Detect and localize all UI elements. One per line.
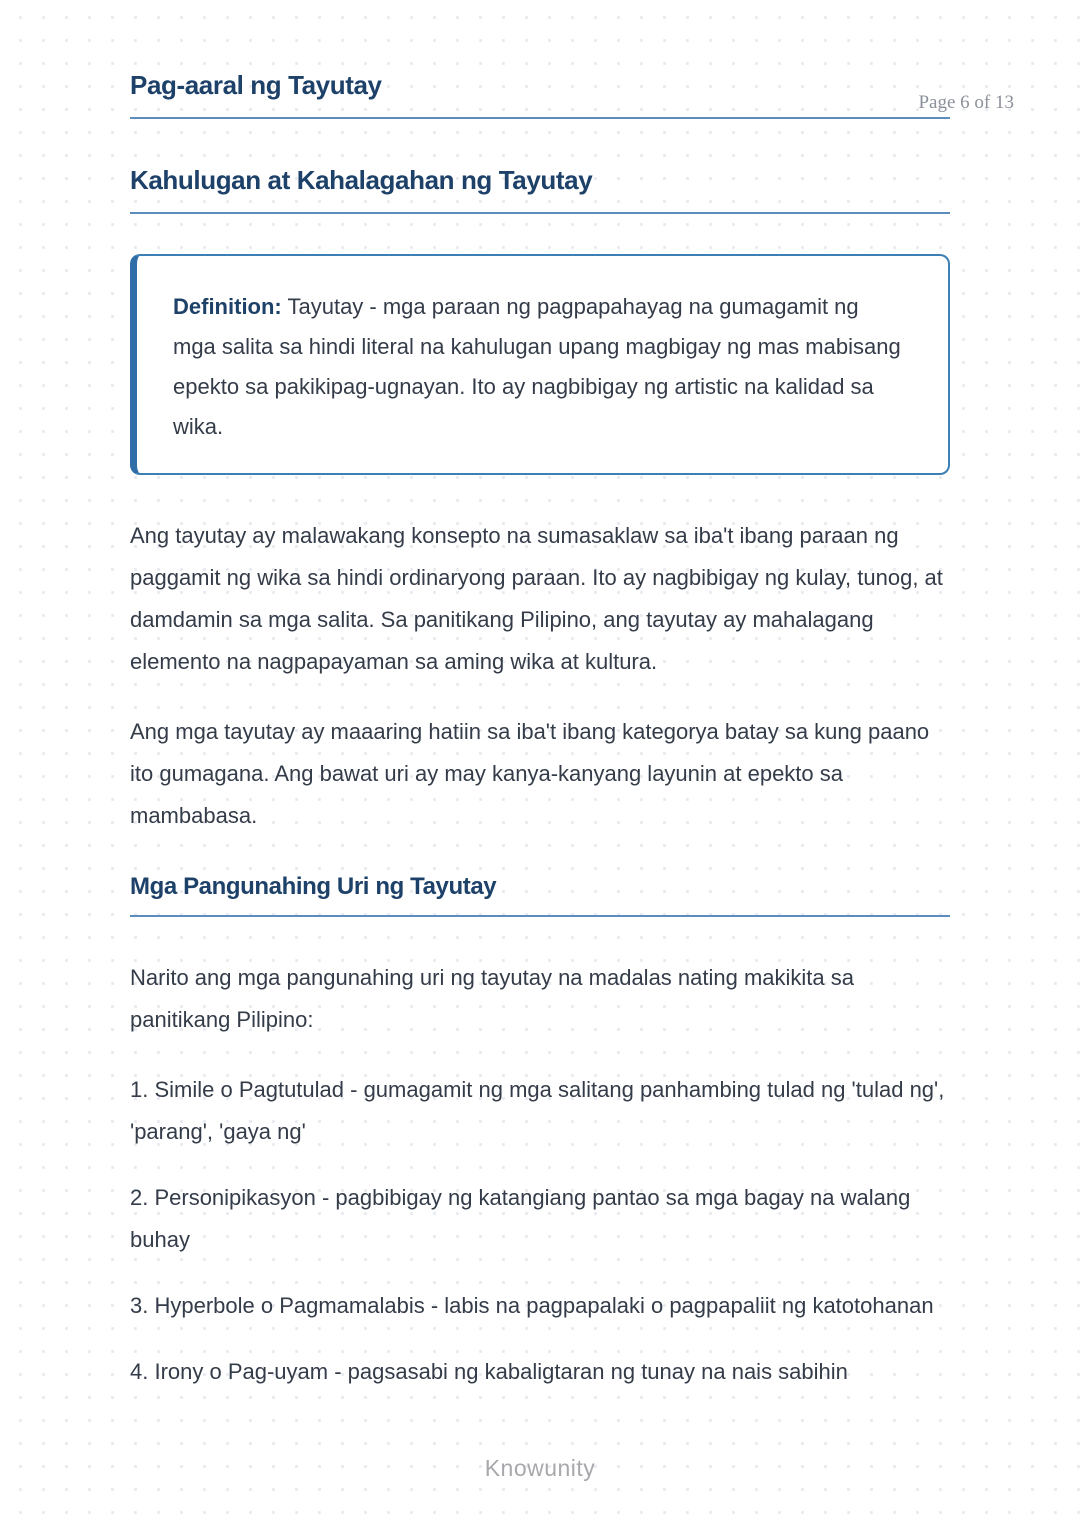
- definition-paragraph: [173, 287, 906, 447]
- section-heading-uri: Mga Pangunahing Uri ng Tayutay: [130, 873, 950, 917]
- paragraph-overview: Ang tayutay ay malawakang konsepto na sumasaklaw sa iba't ibang paraan ng paggamit ng wika sa hindi ordinaryong paraan. Ito ay nagbibigay ng kulay, tunog, at damdamin sa mga salita. Sa panitikang Pilipino, ang tayutay ay mahalagang elemento na nagpapayaman sa aming wika at kultura.: [130, 523, 943, 674]
- paragraph-list-intro: Narito ang mga pangunahing uri ng tayutay na madalas nating makikita sa panitikang Pilipino:: [130, 965, 855, 1032]
- page-number: Page 6 of 13: [918, 92, 1014, 113]
- document-content: [0, 70, 1080, 1482]
- definition-box: [130, 254, 950, 475]
- list-item-personipikasyon: 2. Personipikasyon - pagbibigay ng katangiang pantao sa mga bagay na walang buhay: [130, 1185, 911, 1252]
- list-item-simile: 1. Simile o Pagtutulad - gumagamit ng mga salitang panhambing tulad ng 'tulad ng', 'parang', 'gaya ng': [130, 1077, 945, 1144]
- section-heading-kahulugan: Kahulugan at Kahalagahan ng Tayutay: [130, 165, 950, 214]
- page-title: Pag-aaral ng Tayutay: [130, 70, 950, 119]
- footer-brand: Knowunity: [484, 1455, 596, 1481]
- definition-label: Definition:: [173, 294, 282, 319]
- list-item-hyperbole: 3. Hyperbole o Pagmamalabis - labis na pagpapalaki o pagpapaliit ng katotohanan: [130, 1293, 934, 1318]
- paragraph-categories: Ang mga tayutay ay maaaring hatiin sa iba't ibang kategorya batay sa kung paano ito gumagana. Ang bawat uri ay may kanya-kanyang layunin at epekto sa mambabasa.: [130, 719, 930, 828]
- list-item-irony: 4. Irony o Pag-uyam - pagsasabi ng kabaligtaran ng tunay na nais sabihin: [130, 1359, 848, 1384]
- definition-text: Tayutay - mga paraan ng pagpapahayag na gumagamit ng mga salita sa hindi literal na kahulugan upang magbigay ng mas mabisang epekto sa pakikipag-ugnayan. Ito ay nagbibigay ng artistic na kalidad sa wika.: [173, 294, 901, 439]
